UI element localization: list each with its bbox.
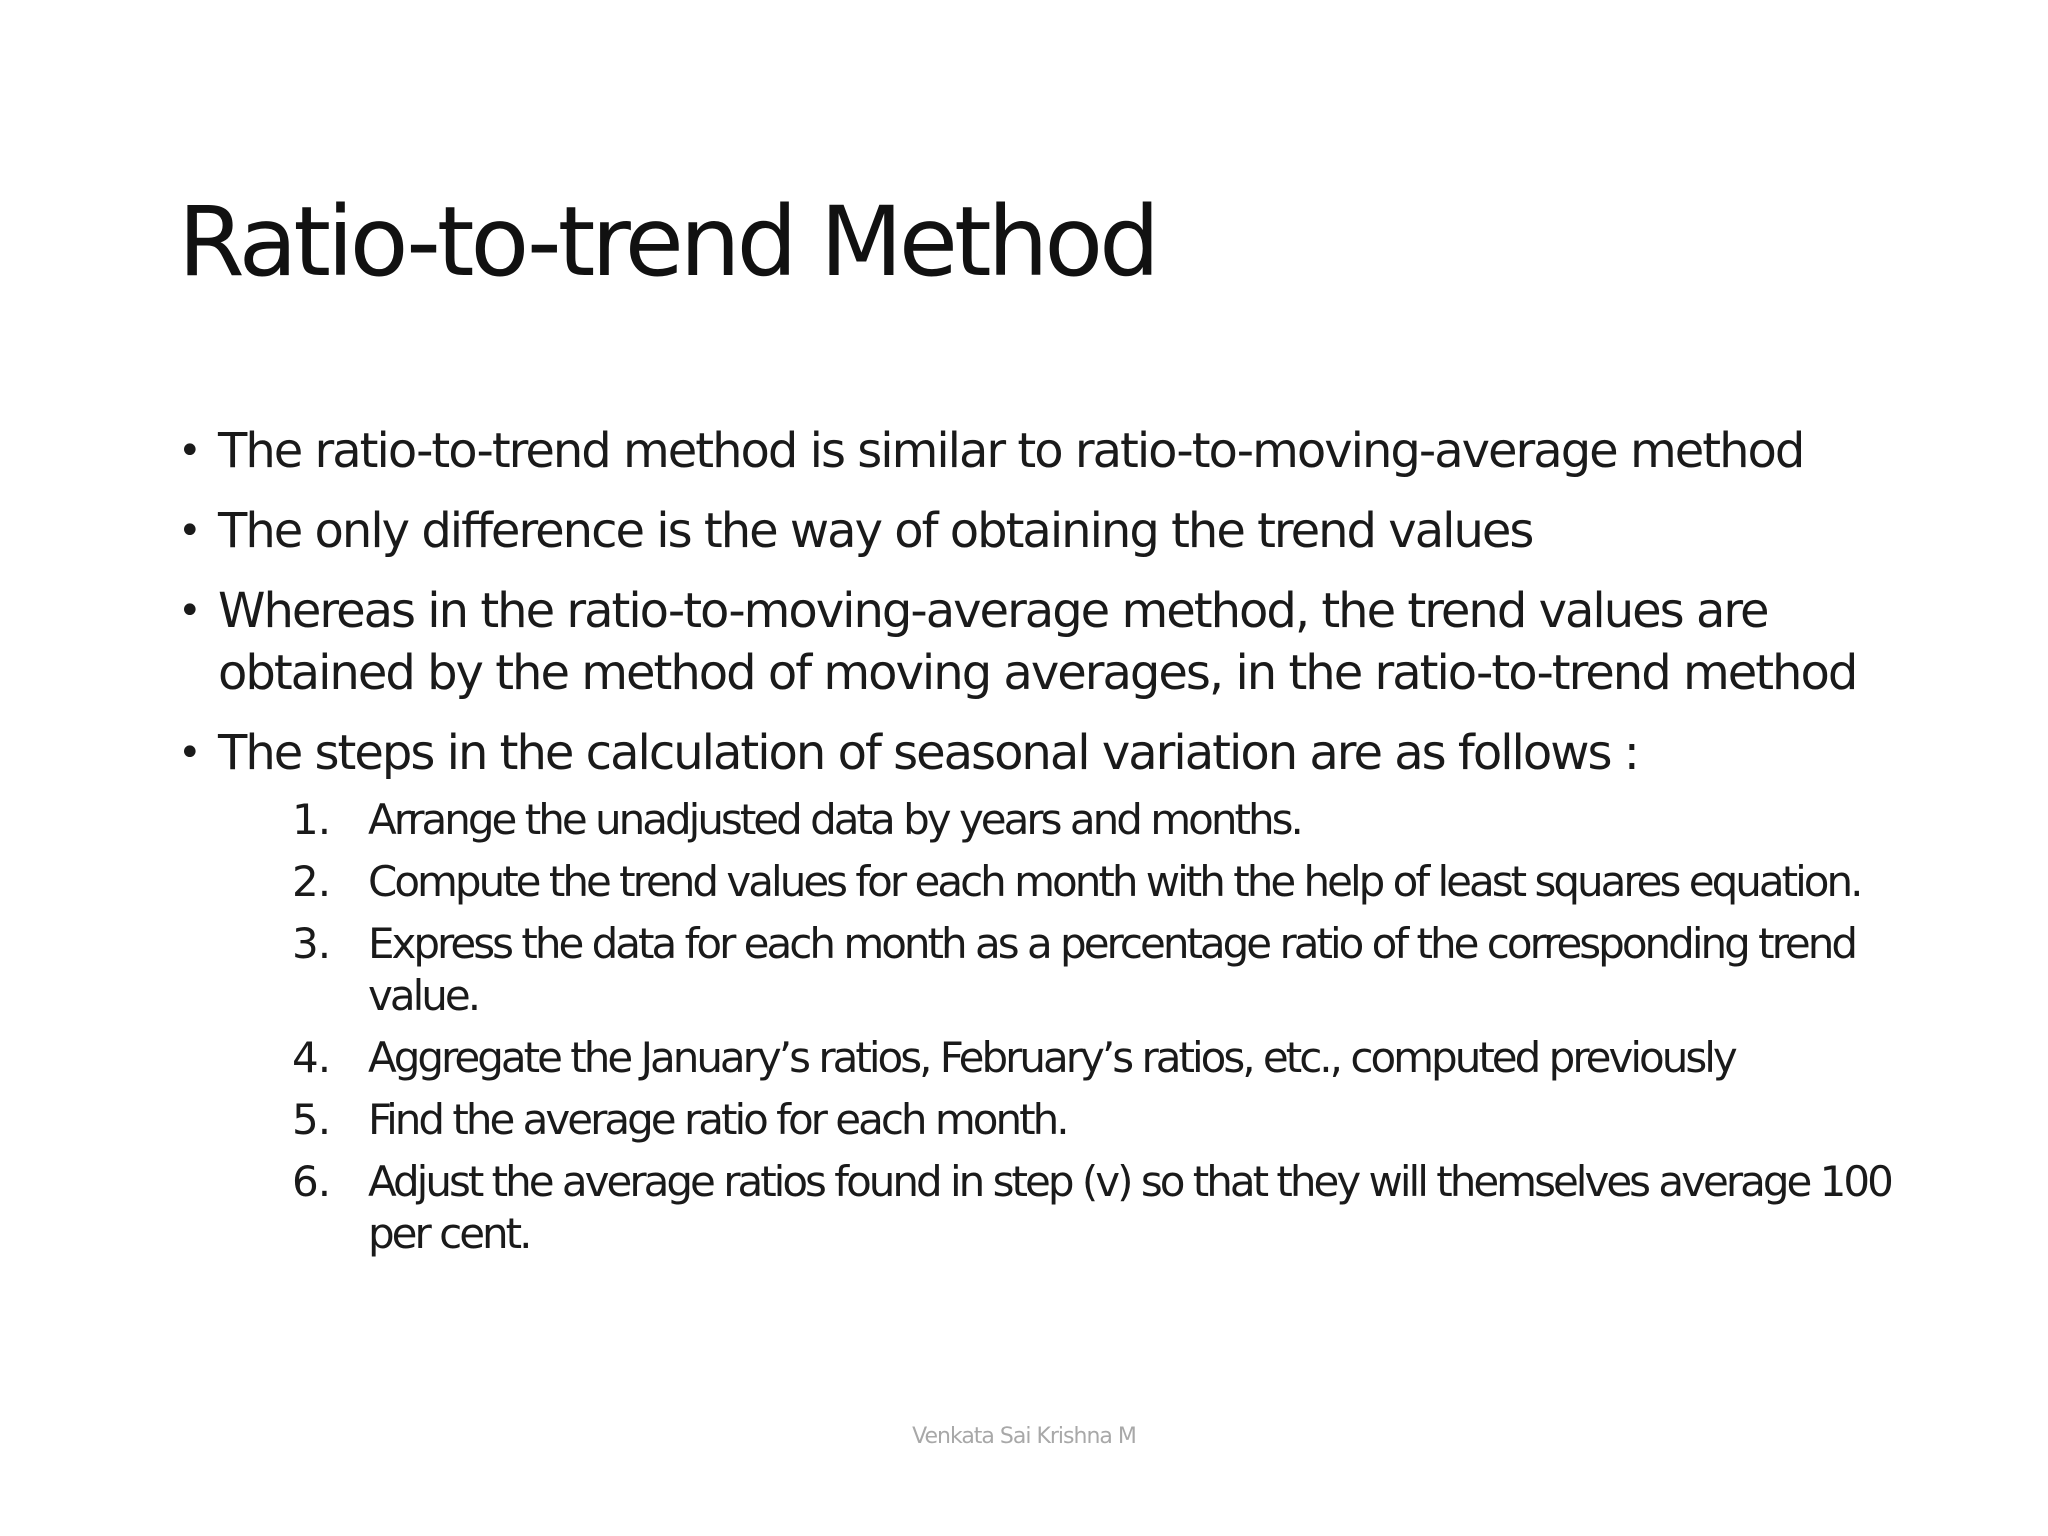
step-number: 3. [292,919,331,968]
bullet-text-line-2: obtained by the method of moving averages, in the ratio-to-trend method [218,645,1857,701]
slide-title: Ratio-to-trend Method [178,186,1157,298]
bullet-marker: • [178,428,200,474]
bullet-item [178,500,1898,562]
bullet-list [178,420,1898,1278]
step-text: Find the average ratio for each month. [368,1095,1067,1144]
bullet-marker: • [178,508,200,554]
step-number: 1. [292,795,331,844]
step-text: Adjust the average ratios found in step (v) so that they will themselves average 100 per cent. [368,1157,1891,1258]
steps-list [218,794,1898,1260]
bullet-marker: • [178,730,200,776]
step-item [218,794,1898,846]
step-text: Aggregate the January’s ratios, February’s ratios, etc., computed previously [368,1033,1735,1082]
step-item [218,918,1898,1022]
step-number: 2. [292,857,331,906]
bullet-item [178,580,1898,704]
step-number: 4. [292,1033,331,1082]
author-footer: Venkata Sai Krishna M [912,1424,1136,1449]
step-text: Compute the trend values for each month with the help of least squares equation. [368,857,1861,906]
step-text: Arrange the unadjusted data by years and months. [368,795,1301,844]
bullet-text: The steps in the calculation of seasonal variation are as follows : [218,725,1638,781]
bullet-item [178,722,1898,1260]
step-item [218,856,1898,908]
step-item [218,1094,1898,1146]
bullet-text: The ratio-to-trend method is similar to ratio-to-moving-average method [218,423,1804,479]
step-item [218,1156,1898,1260]
bullet-text-line-1: Whereas in the ratio-to-moving-average method, the trend values are [218,583,1768,639]
bullet-marker: • [178,588,200,634]
bullet-item [178,420,1898,482]
bullet-text: The only difference is the way of obtaining the trend values [218,503,1533,559]
step-text: Express the data for each month as a percentage ratio of the corresponding trend value. [368,919,1856,1020]
step-number: 6. [292,1157,331,1206]
step-item [218,1032,1898,1084]
step-number: 5. [292,1095,331,1144]
